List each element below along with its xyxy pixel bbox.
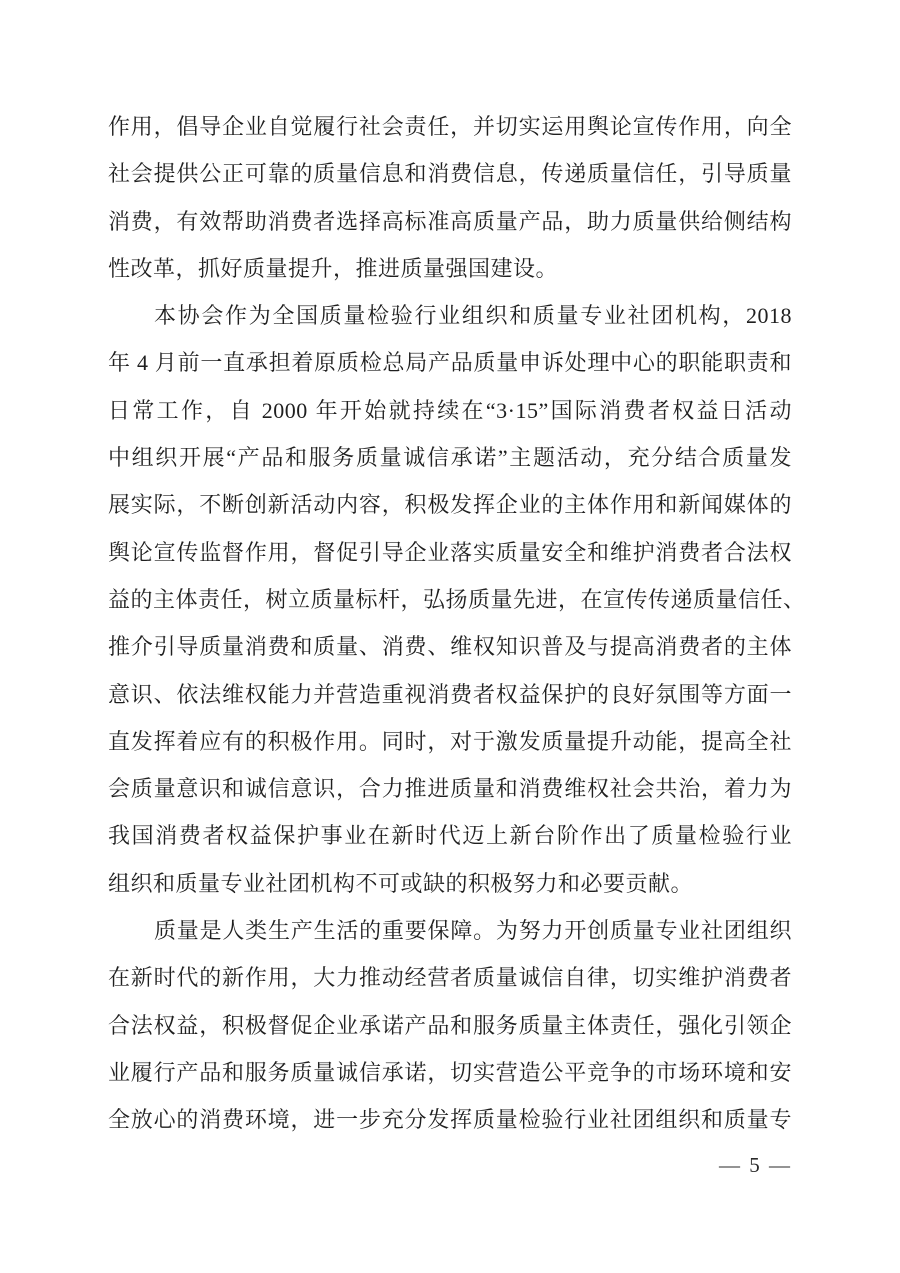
text-line: 组织和质量专业社团机构不可或缺的积极努力和必要贡献。 <box>108 870 694 896</box>
text-line: 合法权益，积极督促企业承诺产品和服务质量主体责任，强化引领企 <box>108 1012 792 1038</box>
text-line: 作用，倡导企业自觉履行社会责任，并切实运用舆论宣传作用，向全 <box>108 114 792 139</box>
text-line: 消费，有效帮助消费者选择高标准高质量产品，助力质量供给侧结构 <box>108 208 792 234</box>
text-line: 推介引导质量消费和质量、消费、维权知识普及与提高消费者的主体 <box>108 634 792 660</box>
text-line: 社会提供公正可靠的质量信息和消费信息，传递质量信任，引导质量 <box>108 161 792 187</box>
text-line: 舆论宣传监督作用，督促引导企业落实质量安全和维护消费者合法权 <box>108 539 792 565</box>
text-line: 在新时代的新作用，大力推动经营者质量诚信自律，切实维护消费者 <box>108 965 792 991</box>
page-number: — 5 — <box>719 1153 792 1177</box>
text-line: 全放心的消费环境，进一步充分发挥质量检验行业社团组织和质量专 <box>108 1107 792 1133</box>
text-line: 中组织开展“产品和服务质量诚信承诺”主题活动，充分结合质量发 <box>108 445 792 471</box>
text-line: 质量是人类生产生活的重要保障。为努力开创质量专业社团组织 <box>154 918 792 944</box>
text-line: 意识、依法维权能力并营造重视消费者权益保护的良好氛围等方面一 <box>108 681 792 707</box>
text-line: 我国消费者权益保护事业在新时代迈上新台阶作出了质量检验行业 <box>108 823 792 849</box>
text-line: 益的主体责任，树立质量标杆，弘扬质量先进，在宣传传递质量信任、 <box>108 586 806 612</box>
text-line: 日常工作，自 2000 年开始就持续在“3·15”国际消费者权益日活动 <box>108 397 792 423</box>
text-line: 直发挥着应有的积极作用。同时，对于激发质量提升动能，提高全社 <box>108 728 792 754</box>
text-line: 业履行产品和服务质量诚信承诺，切实营造公平竞争的市场环境和安 <box>108 1059 792 1085</box>
text-line: 本协会作为全国质量检验行业组织和质量专业社团机构，2018 <box>154 303 792 329</box>
text-line: 年 4 月前一直承担着原质检总局产品质量申诉处理中心的职能职责和 <box>108 350 792 376</box>
text-line: 展实际，不断创新活动内容，积极发挥企业的主体作用和新闻媒体的 <box>108 492 792 518</box>
text-line: 性改革，抓好质量提升，推进质量强国建设。 <box>108 255 559 281</box>
text-line: 会质量意识和诚信意识，合力推进质量和消费维权社会共治，着力为 <box>108 776 792 802</box>
document-body <box>108 103 806 1144</box>
